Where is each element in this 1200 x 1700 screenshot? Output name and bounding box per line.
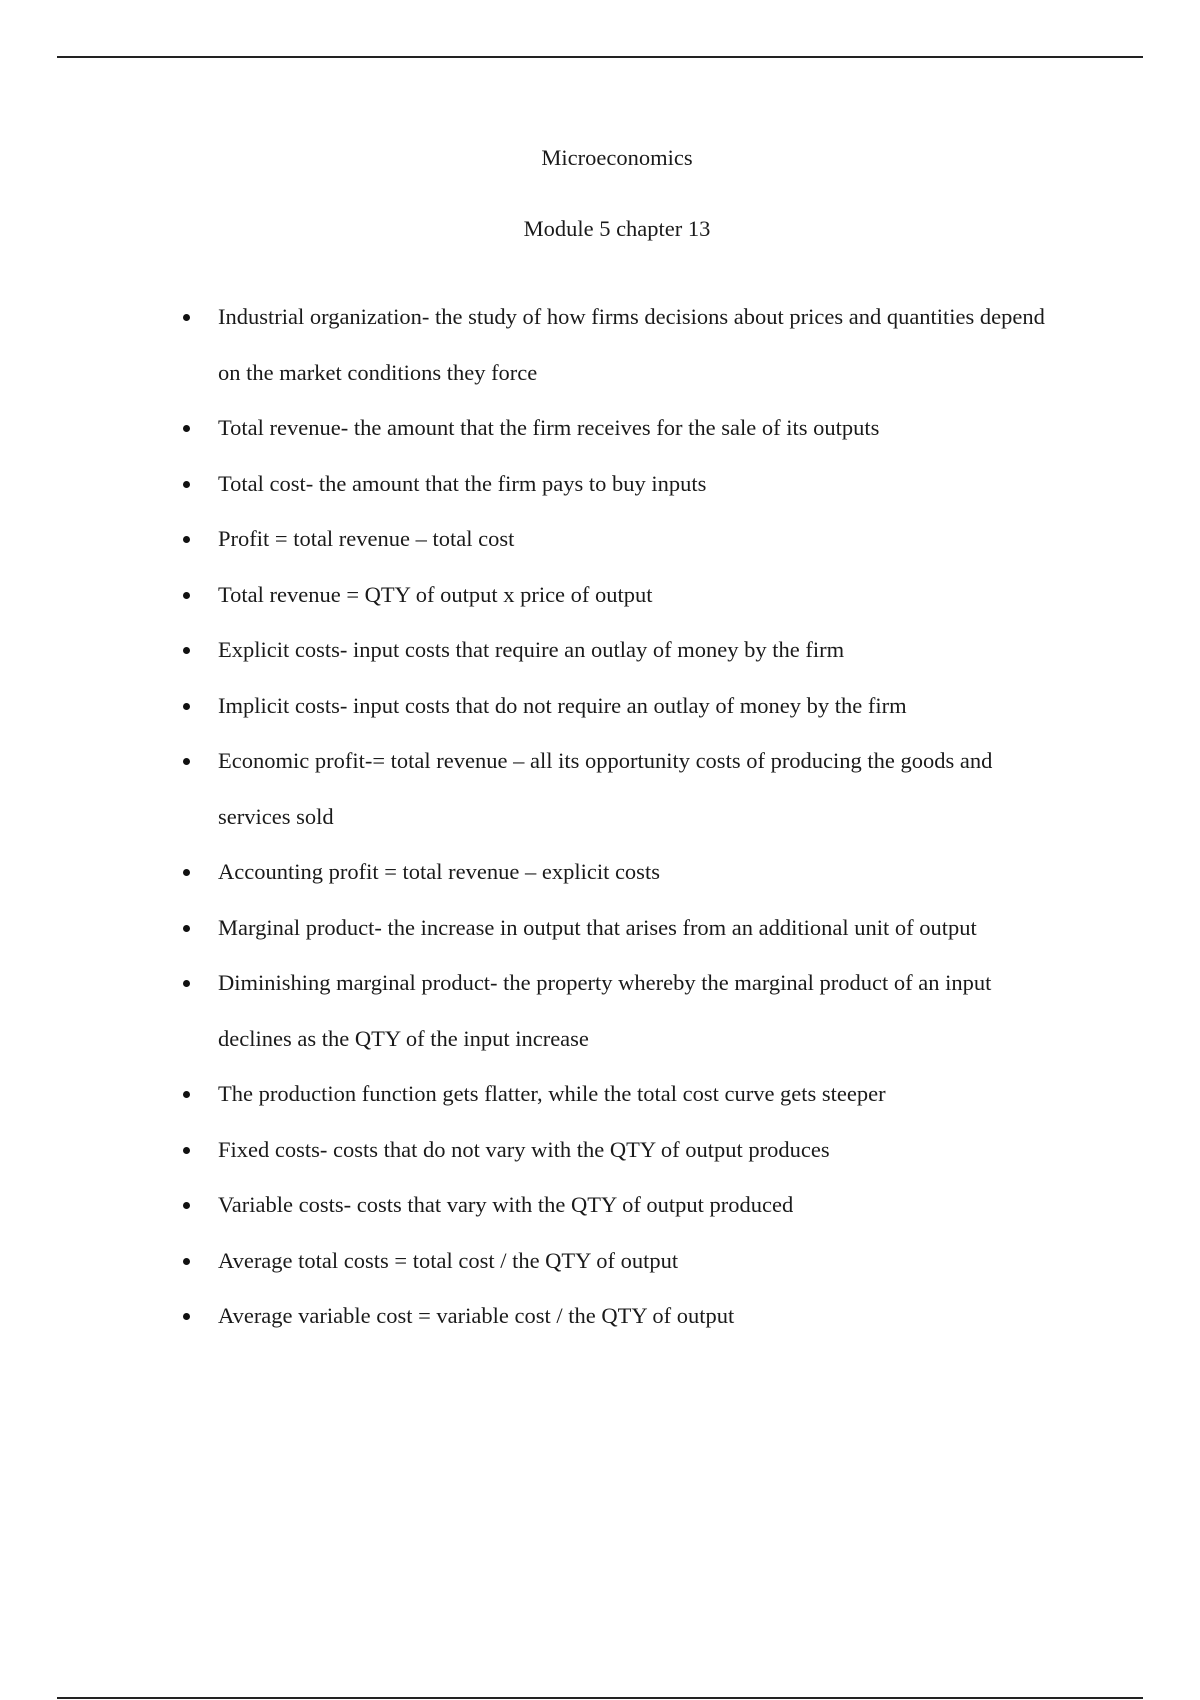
list-item: Economic profit-= total revenue – all its opportunity costs of producing the goods and services sold bbox=[0, 733, 1200, 844]
list-item: Total revenue = QTY of output x price of output bbox=[0, 567, 1200, 623]
list-item: Profit = total revenue – total cost bbox=[0, 511, 1200, 567]
list-item: Average variable cost = variable cost / the QTY of output bbox=[0, 1288, 1200, 1344]
header-rule bbox=[57, 56, 1143, 58]
list-item: Total revenue- the amount that the firm receives for the sale of its outputs bbox=[0, 400, 1200, 456]
footer-rule bbox=[57, 1697, 1143, 1699]
list-item: Accounting profit = total revenue – explicit costs bbox=[0, 844, 1200, 900]
list-item: Diminishing marginal product- the property whereby the marginal product of an input declines as the QTY of the input increase bbox=[0, 955, 1200, 1066]
page-title: Microeconomics bbox=[541, 145, 693, 170]
list-item: The production function gets flatter, while the total cost curve gets steeper bbox=[0, 1066, 1200, 1122]
notes-list bbox=[0, 289, 1200, 1344]
list-item: Average total costs = total cost / the QTY of output bbox=[0, 1233, 1200, 1289]
page-subtitle: Module 5 chapter 13 bbox=[523, 216, 711, 241]
list-item: Implicit costs- input costs that do not require an outlay of money by the firm bbox=[0, 678, 1200, 734]
list-item: Fixed costs- costs that do not vary with the QTY of output produces bbox=[0, 1122, 1200, 1178]
list-item: Marginal product- the increase in output that arises from an additional unit of output bbox=[0, 900, 1200, 956]
list-item: Explicit costs- input costs that require an outlay of money by the firm bbox=[0, 622, 1200, 678]
list-item: Industrial organization- the study of how firms decisions about prices and quantities depend on the market conditions they force bbox=[0, 289, 1200, 400]
list-item: Variable costs- costs that vary with the QTY of output produced bbox=[0, 1177, 1200, 1233]
list-item: Total cost- the amount that the firm pays to buy inputs bbox=[0, 456, 1200, 512]
